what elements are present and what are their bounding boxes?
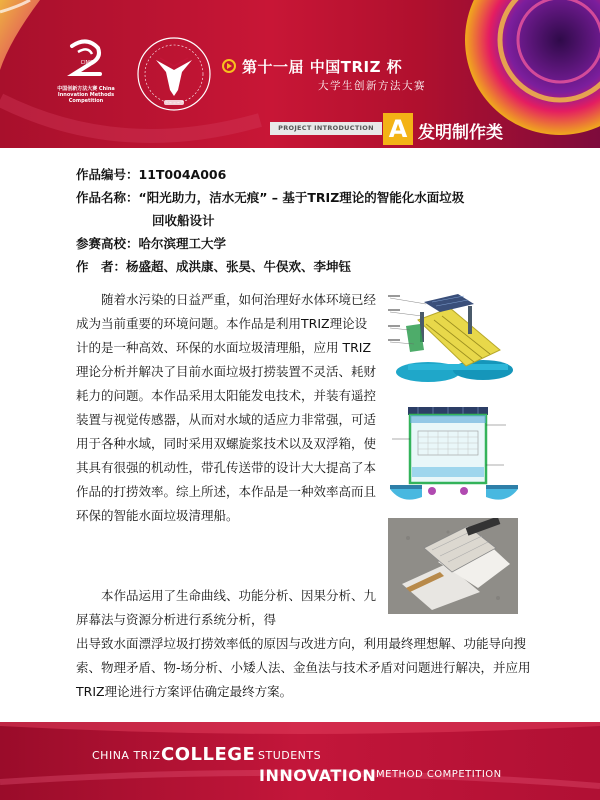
author-value: 杨盛超、成洪康、张昊、牛俣欢、李坤钰 — [126, 259, 352, 274]
description-paragraph-1: 随着水污染的日益严重，如何治理好水体环境已经成为当前重要的环境问题。本作品是利用TRIZ理论设计的是一种高效、环保的水面垃圾清理船，应用 TRIZ理论分析并解决了目前水面垃圾打捞装置不灵活、耗财耗力的问题。本作品采用太阳能发电技术，并装有遥控装置与视觉传感器，从而对水域的适应力非常强，可适用于各种水域，同时采用双螺旋浆技术以及双浮箱，使其具有很强的机动性，带孔传送带的设计大大提高了本作品的打捞效率。综上所述，本作品是一种效率高而且环保的智能水面垃圾清理船。 — [76, 292, 377, 523]
footer-college: COLLEGE — [161, 744, 256, 765]
project-name-line1: “阳光助力，洁水无痕” – 基于TRIZ理论的智能化水面垃圾 — [138, 190, 465, 205]
description-paragraph-2-start: 本作品运用了生命曲线、功能分析、因果分析、九屏幕法与资源分析进行系统分析，得 — [76, 588, 377, 627]
competition-subtitle: 大学生创新方法大赛 — [318, 80, 426, 92]
school-label: 参赛高校： — [76, 236, 139, 251]
school-value: 哈尔滨理工大学 — [138, 236, 227, 251]
project-meta — [76, 163, 536, 278]
footer-students: STUDENTS — [258, 749, 322, 762]
project-name-line2: 回收船设计 — [152, 213, 215, 228]
competition-title — [222, 56, 402, 77]
category-label: 发明制作类 — [418, 123, 503, 143]
project-introduction-bar: PROJECT INTRODUCTION — [270, 122, 382, 135]
footer-innovation: INNOVATION — [259, 766, 377, 785]
author-label: 作 者： — [76, 259, 127, 274]
project-id-row — [76, 163, 536, 186]
logo-badge-text: CIMC — [80, 60, 94, 66]
boat-front-view-figure — [388, 405, 520, 511]
footer-china-triz: CHINA TRIZ — [92, 749, 161, 762]
project-name-label: 作品名称： — [76, 190, 139, 205]
project-name-row — [76, 186, 536, 209]
competition-emblem — [130, 30, 218, 118]
emblem-icon — [130, 30, 218, 118]
author-row — [76, 255, 536, 278]
logo-caption: 中国创新方法大赛 China Innovation Methods Competition — [57, 86, 115, 104]
description-paragraph-2-end: 出导致水面漂浮垃圾打捞效率低的原因与改进方向，利用最终理想解、功能导向搜索、物理矛盾、物-场分析、小矮人法、金鱼法与技术矛盾对问题进行解决，并应用TRIZ理论进行方案评估确定最终方案。 — [76, 636, 531, 699]
boat-prototype-photo — [388, 518, 518, 614]
cimc-logo-icon — [52, 38, 122, 86]
boat-3d-model-figure — [388, 290, 518, 390]
header-banner — [0, 0, 600, 148]
footer-method-competition: METHOD COMPETITION — [376, 769, 502, 780]
school-row — [76, 232, 536, 255]
competition-title-text: 第十一届 中国TRIZ 杯 — [242, 58, 403, 76]
footer-banner — [0, 722, 600, 800]
play-icon — [222, 59, 236, 73]
category-letter-badge: A — [383, 113, 413, 145]
project-id-value: 11T004A006 — [138, 167, 227, 182]
project-id-label: 作品编号： — [76, 167, 139, 182]
